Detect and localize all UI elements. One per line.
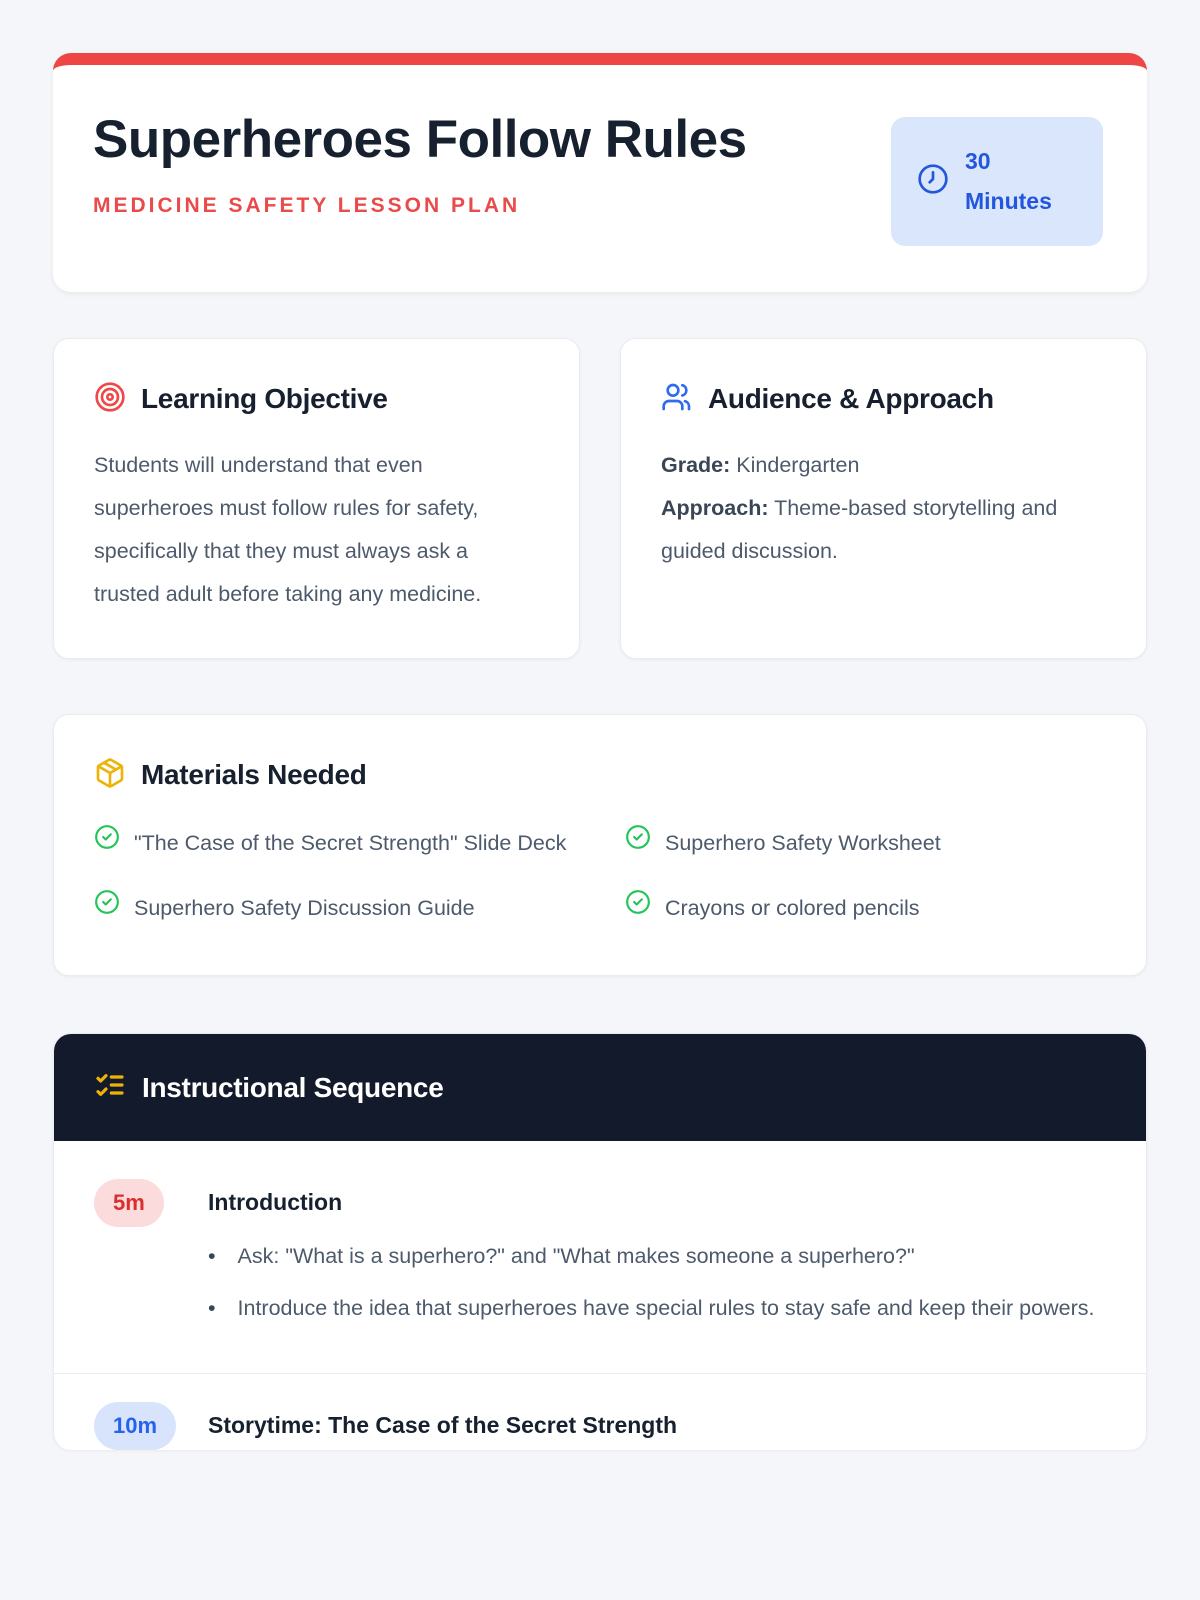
header-card (53, 53, 1147, 292)
materials-card (53, 714, 1147, 977)
duration-text (965, 141, 1052, 222)
learning-objective-body: Students will understand that even superheroes must follow rules for safety, specifically that they must always ask a trusted adult before taking any medicine. (94, 452, 482, 606)
grade-label: Grade: (661, 452, 731, 477)
list-checks-icon (94, 1069, 126, 1106)
check-circle-icon (625, 889, 651, 929)
materials-col-right (625, 824, 1106, 930)
page-title: Superheroes Follow Rules (93, 110, 747, 169)
step-bullet-text: Introduce the idea that superheroes have special rules to stay safe and keep their powers. (237, 1296, 1095, 1321)
approach-label: Approach: (661, 495, 769, 520)
step-content (208, 1402, 1106, 1439)
title-block (93, 103, 747, 218)
step-duration-badge: 5m (94, 1179, 164, 1227)
learning-objective-header (94, 381, 539, 418)
audience-approach-title: Audience & Approach (708, 383, 994, 414)
materials-title: Materials Needed (141, 759, 367, 790)
audience-approach-header (661, 381, 1106, 418)
info-row (53, 338, 1147, 659)
page-subtitle: MEDICINE SAFETY LESSON PLAN (93, 194, 521, 218)
approach-value: Theme-based storytelling and guided discussion. (661, 495, 1058, 563)
learning-objective-card (53, 338, 580, 659)
material-item-label: Superhero Safety Worksheet (665, 830, 941, 855)
material-item-label: Crayons or colored pencils (665, 896, 920, 921)
check-circle-icon (625, 824, 651, 864)
check-circle-icon (94, 889, 120, 929)
list-item (94, 889, 575, 929)
audience-approach-body (661, 444, 1106, 573)
package-icon (94, 757, 126, 794)
instructional-sequence-title: Instructional Sequence (142, 1071, 444, 1103)
sequence-step-introduction (94, 1179, 1106, 1337)
check-circle-icon (94, 824, 120, 864)
step-bullet-text: Ask: "What is a superhero?" and "What makes someone a superhero?" (237, 1244, 915, 1269)
duration-unit: Minutes (965, 188, 1052, 215)
target-icon (94, 381, 126, 418)
duration-value: 30 (965, 148, 991, 174)
materials-header (94, 757, 1106, 794)
materials-col-left (94, 824, 575, 930)
list-item (94, 824, 575, 864)
step-title: Introduction (208, 1189, 343, 1216)
duration-badge (891, 117, 1103, 246)
users-icon (661, 381, 693, 418)
step-duration-badge: 10m (94, 1402, 176, 1450)
step-title: Storytime: The Case of the Secret Strength (208, 1411, 678, 1438)
step-content (208, 1179, 1106, 1337)
bullet-dot: • (208, 1244, 216, 1269)
grade-value: Kindergarten (736, 452, 860, 477)
step-bullet (208, 1284, 1106, 1332)
list-item (625, 824, 1106, 864)
audience-approach-card (620, 338, 1147, 659)
learning-objective-title: Learning Objective (141, 383, 388, 414)
step-bullet-list (208, 1232, 1106, 1333)
instructional-sequence-body (54, 1141, 1146, 1450)
step-bullet (208, 1232, 1106, 1280)
bullet-dot: • (208, 1296, 216, 1321)
sequence-step-storytime (94, 1374, 1106, 1450)
material-item-label: "The Case of the Secret Strength" Slide Deck (134, 830, 567, 855)
clock-icon (917, 163, 949, 200)
instructional-sequence-card (53, 1033, 1147, 1450)
page (53, 0, 1147, 1450)
material-item-label: Superhero Safety Discussion Guide (134, 896, 475, 921)
instructional-sequence-header (54, 1034, 1146, 1141)
materials-list (94, 824, 1106, 930)
list-item (625, 889, 1106, 929)
